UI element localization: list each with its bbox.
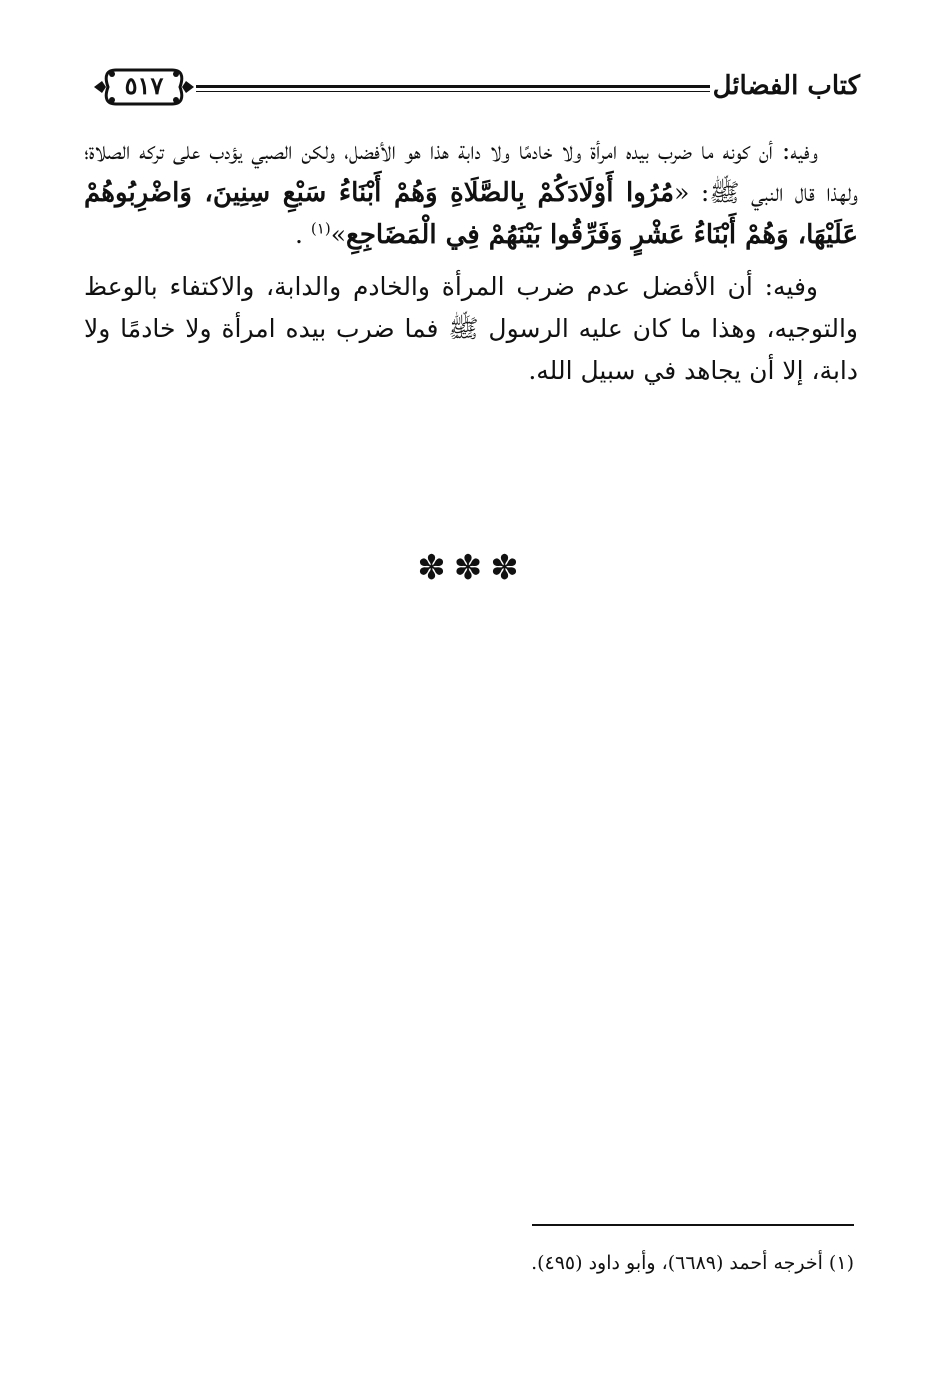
- paragraph-1-end: .: [295, 220, 311, 249]
- page-header: [88, 62, 860, 112]
- paragraph-1-intro: وفيه: أن كونه ما ضرب بيده امرأة ولا خادمًا ولا دابة هذا هو الأفضل، ولكن الصبي يؤدب على تركه الصلاة؛ ولهذا قال النبي ﷺ: «: [84, 136, 858, 207]
- page-number-frame: [88, 62, 200, 112]
- paragraph-2: وفيه: أن الأفضل عدم ضرب المرأة والخادم والدابة، والاكتفاء بالوعظ والتوجيه، وهذا ما كان عليه الرسول ﷺ فما ضرب بيده امرأة ولا خادمًا ولا دابة، إلا أن يجاهد في سبيل الله.: [84, 272, 858, 385]
- header-rule: [196, 85, 710, 95]
- section-separator-stars: ✽✽✽: [417, 548, 527, 588]
- quote-close: »: [330, 220, 346, 249]
- footnote: (١) أخرجه أحمد (٦٦٨٩)، وأبو داود (٤٩٥).: [531, 1252, 854, 1274]
- hadith-quote: مُرُوا أَوْلَادَكُمْ بِالصَّلَاةِ وَهُمْ أَبْنَاءُ سَبْعِ سِنِينَ، وَاضْرِبُوهُمْ عَلَيْهَا، وَهُمْ أَبْنَاءُ عَشْرٍ وَفَرِّقُوا بَيْنَهُمْ فِي الْمَضَاجِعِ: [84, 178, 858, 250]
- footnote-divider: [532, 1224, 854, 1226]
- book-title: كتاب الفضائل: [712, 71, 860, 101]
- main-text: [84, 130, 858, 402]
- paragraph-1: [84, 130, 858, 256]
- footnote-reference: (١): [310, 219, 331, 238]
- page-number: ٥١٧: [124, 71, 164, 100]
